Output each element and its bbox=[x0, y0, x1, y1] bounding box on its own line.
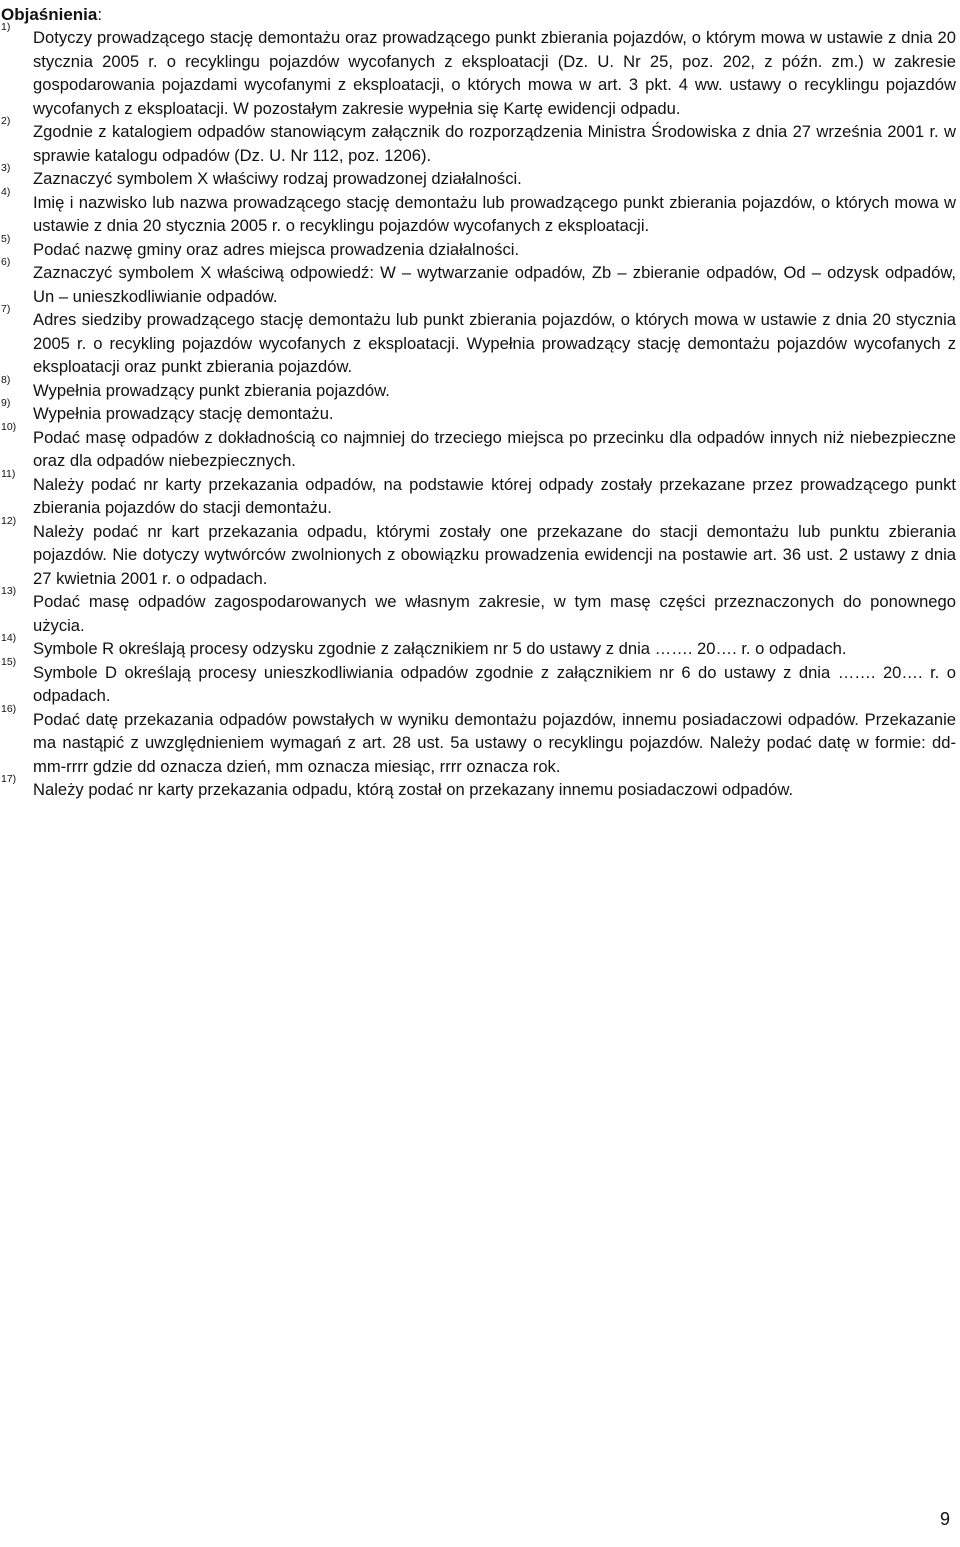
footnote-list bbox=[0, 21, 960, 802]
footnote-item bbox=[0, 303, 960, 379]
footnote-item bbox=[0, 632, 960, 661]
footnote-text: Zgodnie z katalogiem odpadów stanowiącym załącznik do rozporządzenia Ministra Środowiska z dnia 27 września 2001 r. w sprawie katalogu odpadów (Dz. U. Nr 112, poz. 1206). bbox=[33, 122, 956, 165]
footnote-number: 10) bbox=[1, 420, 17, 433]
footnote-text: Imię i nazwisko lub nazwa prowadzącego stację demontażu lub prowadzącego punkt zbierania pojazdów, o których mowa w ustawie z dnia 20 stycznia 2005 r. o recyklingu pojazdów wycofanych z eksploatacji. bbox=[33, 192, 956, 235]
page-heading bbox=[1, 4, 102, 26]
footnote-number: 17) bbox=[1, 773, 17, 785]
footnote-number: 13) bbox=[1, 585, 17, 597]
footnote-number: 6) bbox=[1, 256, 11, 268]
footnote-text: Adres siedziby prowadzącego stację demontażu lub punkt zbierania pojazdów, o których mowa w ustawie z dnia 20 stycznia 2005 r. o recykling pojazdów wycofanych z eksploatacji. Wypełnia prowadzący stację demontażu pojazdów wycofanych z eksploatacji oraz punkt zbierania pojazdów. bbox=[33, 310, 956, 376]
footnote-number: 5) bbox=[1, 232, 11, 245]
footnote-item bbox=[0, 585, 960, 637]
footnote-item bbox=[0, 467, 960, 520]
footnote-number: 11) bbox=[1, 467, 16, 480]
page-number: 9 bbox=[940, 1509, 951, 1529]
footnote-item bbox=[0, 655, 960, 708]
footnote-text: Wypełnia prowadzący stację demontażu. bbox=[33, 404, 334, 423]
footnote-number: 14) bbox=[1, 632, 17, 644]
footnote-number: 9) bbox=[1, 397, 11, 409]
footnote-item bbox=[0, 373, 960, 403]
footnote-number: 2) bbox=[1, 115, 11, 127]
footnote-item bbox=[0, 232, 960, 262]
footnote-item bbox=[0, 420, 960, 473]
footnote-number: 16) bbox=[1, 702, 17, 715]
footnote-number: 8) bbox=[1, 373, 11, 386]
footnote-item bbox=[0, 256, 960, 308]
footnote-item bbox=[0, 514, 960, 591]
footnote-text: Należy podać nr kart przekazania odpadu, którymi zostały one przekazane do stacji demontażu lub punktu zbierania pojazdów. Nie dotyczy wytwórców zwolnionych z obowiązku prowadzenia ewidencji na postawie art. 36 ust. 2 ustawy z dnia 27 kwietnia 2001 r. o odpadach. bbox=[33, 521, 956, 588]
footnote-text: Zaznaczyć symbolem X właściwy rodzaj prowadzonej działalności. bbox=[33, 169, 522, 188]
heading-label: Objaśnienia bbox=[1, 5, 98, 24]
footnote-number: 7) bbox=[1, 303, 11, 315]
footnote-item bbox=[0, 185, 960, 238]
footnote-item bbox=[0, 162, 960, 191]
footnote-text: Należy podać nr karty przekazania odpadów, na podstawie której odpady zostały przekazane przez prowadzącego punkt zbierania pojazdów do stacji demontażu. bbox=[33, 474, 956, 517]
footnote-item bbox=[0, 21, 960, 120]
footnote-item bbox=[0, 702, 960, 779]
footnote-text: Podać datę przekazania odpadów powstałych w wyniku demontażu pojazdów, innemu posiadaczowi odpadów. Przekazanie ma nastąpić z uwzględnieniem wymagań z art. 28 ust. 5a ustawy o recyklingu pojazdów. Należy podać datę w formie: dd-mm-rrrr gdzie dd oznacza dzień, mm oznacza miesiąc, rrrr oznacza rok. bbox=[33, 709, 956, 776]
footnote-item bbox=[0, 397, 960, 426]
footnote-number: 15) bbox=[1, 655, 17, 668]
footnote-item bbox=[0, 115, 960, 167]
footnote-text: Podać nazwę gminy oraz adres miejsca prowadzenia działalności. bbox=[33, 239, 520, 259]
heading-colon: : bbox=[97, 5, 103, 24]
footnote-text: Podać masę odpadów zagospodarowanych we własnym zakresie, w tym masę części przeznaczonych do ponownego użycia. bbox=[33, 592, 956, 635]
footnote-number: 1) bbox=[1, 21, 11, 33]
footnote-text: Podać masę odpadów z dokładnością co najmniej do trzeciego miejsca po przecinku dla odpadów innych niż niebezpieczne oraz dla odpadów niebezpiecznych. bbox=[33, 427, 956, 470]
footnote-text: Symbole R określają procesy odzysku zgodnie z załącznikiem nr 5 do ustawy z dnia ……. 20…. r. o odpadach. bbox=[33, 639, 847, 658]
footnote-text: Dotyczy prowadzącego stację demontażu oraz prowadzącego punkt zbierania pojazdów, o którym mowa w ustawie z dnia 20 stycznia 2005 r. o recyklingu pojazdów wycofanych z eksploatacji (Dz. U. Nr 25, poz. 202, z późn. zm.) w zakresie gospodarowania pojazdami wycofanymi z eksploatacji, o których mowa w art. 3 pkt. 4 ww. ustawy o recyklingu pojazdów wycofanych z eksploatacji. W pozostałym zakresie wypełnia się Kartę ewidencji odpadu. bbox=[33, 28, 956, 118]
footnote-number: 4) bbox=[1, 185, 11, 198]
footnote-text: Wypełnia prowadzący punkt zbierania pojazdów. bbox=[33, 380, 390, 400]
footnote-item bbox=[0, 773, 960, 802]
footnote-number: 3) bbox=[1, 162, 11, 174]
footnote-text: Symbole D określają procesy unieszkodliwiania odpadów zgodnie z załącznikiem nr 6 do ustawy z dnia ……. 20…. r. o odpadach. bbox=[33, 662, 956, 705]
footnote-text: Należy podać nr karty przekazania odpadu, którą został on przekazany innemu posiadaczowi odpadów. bbox=[33, 780, 794, 799]
footnote-text: Zaznaczyć symbolem X właściwą odpowiedź: W – wytwarzanie odpadów, Zb – zbieranie odpadów, Od – odzysk odpadów, Un – unieszkodliwianie odpadów. bbox=[33, 263, 956, 306]
footnote-number: 12) bbox=[1, 514, 17, 527]
